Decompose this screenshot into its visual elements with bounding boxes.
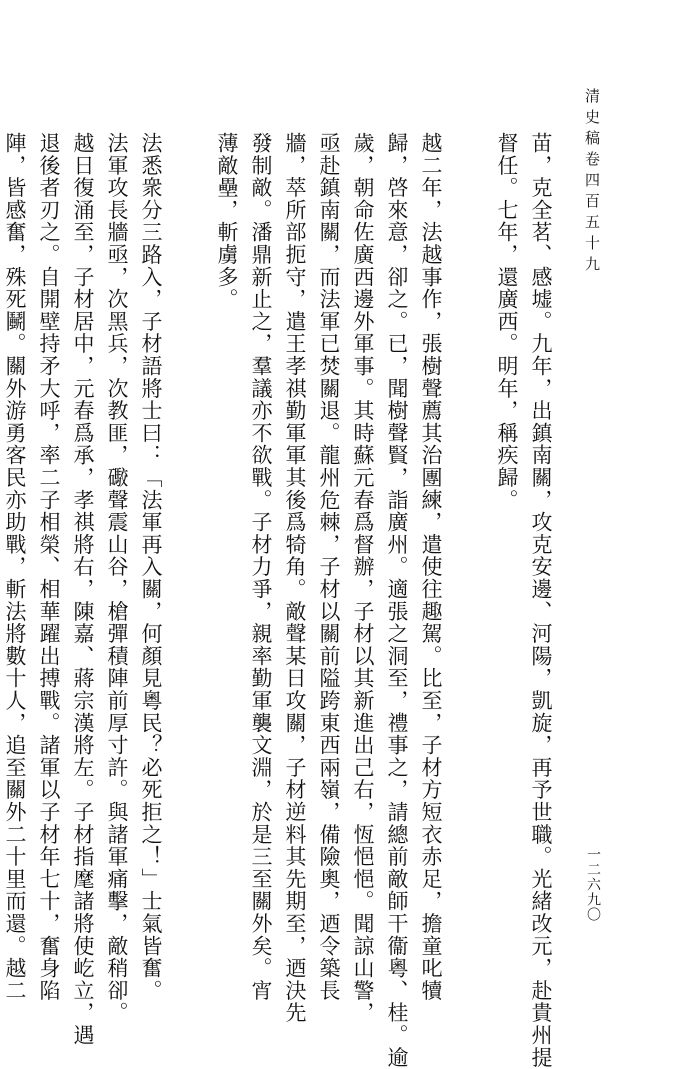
text-line: 法軍攻長牆亟，次黑兵，次教匪，礮聲震山谷，槍彈積陣前厚寸許。與諸軍痛擊，敵稍卻。 [105, 132, 129, 1024]
text-line: 牆，萃所部扼守，遣王孝祺勤軍軍其後爲犄角。敵聲某日攻關，子材逆料其先期至，迺決先 [283, 132, 307, 1024]
text-line: 歲，朝命佐廣西邊外軍事。其時蘇元春爲督辦，子材以其新進出己右，恆悒悒。聞諒山警， [351, 132, 375, 1024]
text-line: 陣，皆感奮，殊死鬭。關外游勇客民亦助戰，斬法將數十人，追至關外二十里而還。越二 [3, 132, 27, 1002]
text-line: 越日復涌至，子材居中，元春爲承，孝祺將右，陳嘉、蔣宗漢將左。子材指麾諸將使屹立，遇 [71, 132, 95, 1047]
body-text [3, 132, 558, 1069]
page-number: 一二六九〇 [585, 847, 601, 922]
text-line: 越二年，法越事作，張樹聲薦其治團練，遣使往趣駕。比至，子材方短衣赤足，擔童叱犢 [419, 132, 443, 1002]
text-line: 退後者刃之。自開壁持矛大呼，率二子相榮、相華躍出搏戰。諸軍以子材年七十，奮身陷 [37, 132, 61, 1002]
text-line: 督任。七年，還廣西。明年，稱疾歸。 [495, 132, 519, 512]
text-line: 薄敵壘，斬虜多。 [215, 132, 239, 311]
text-line: 法悉衆分三路入，子材語將士曰：「法軍再入關，何顏見粵民？必死拒之！」士氣皆奮。 [139, 132, 163, 1002]
text-line: 歸，啓來意，卻之。已，聞樹聲賢，詣廣州。適張之洞至，禮事之，請總前敵師干衞粵、桂。逾 [385, 132, 409, 1069]
running-title: 清史稿卷四百五十九 [583, 88, 601, 277]
text-line: 苗，克全茗、感墟。九年，出鎮南關，攻克安邊、河陽，凱旋，再予世職。光緒改元，赴貴州提 [529, 132, 553, 1069]
text-line: 發制敵。潘鼎新止之，羣議亦不欲戰。子材力爭，親率勤軍襲文淵，於是三至關外矣。宵 [249, 132, 273, 1002]
text-line: 亟赴鎮南關，而法軍已焚關退。龍州危棘，子材以關前隘跨東西兩嶺，備險奧，迺令築長 [317, 132, 341, 1002]
